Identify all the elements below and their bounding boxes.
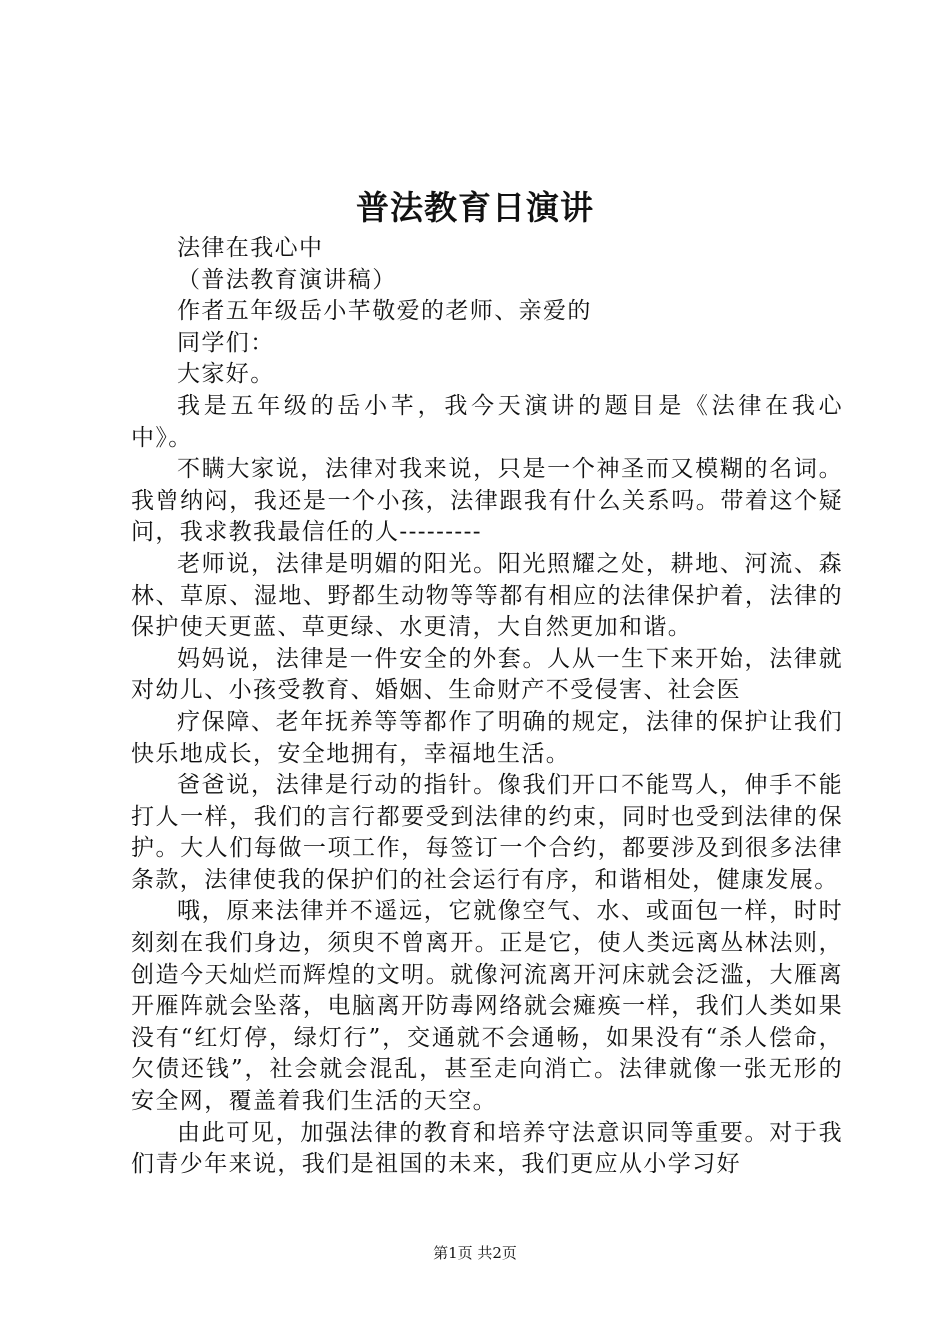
paragraph: 作者五年级岳小芊敬爱的老师、亲爱的 bbox=[177, 298, 592, 325]
paragraph: 哦，原来法律并不遥远，它就像空气、水、或面包一样，时时刻刻在我们身边，须臾不曾离开。正是它，使人类远离丛林法则，创造今天灿烂而辉煌的文明。就像河流离开河床就会泛滥，大雁离开雁阵就会坠落，电脑离开防毒网络就会瘫痪一样，我们人类如果没有“红灯停，绿灯行”，交通就不会通畅，如果没有“杀人偿命，欠债还钱”，社会就会混乱，甚至走向消亡。法律就像一张无形的安全网，覆盖着我们生活的天空。 bbox=[131, 898, 843, 1115]
page-footer: 第1页 共2页 bbox=[433, 1244, 517, 1262]
paragraph: 同学们： bbox=[177, 329, 275, 356]
paragraph: 爸爸说，法律是行动的指针。像我们开口不能骂人，伸手不能打人一样，我们的言行都要受到法律的约束，同时也受到法律的保护。大人们每做一项工作，每签订一个合约，都要涉及到很多法律条款，法律使我的保护们的社会运行有序，和谐相处，健康发展。 bbox=[131, 772, 843, 893]
paragraph: 疗保障、老年抚养等等都作了明确的规定，法律的保护让我们快乐地成长，安全地拥有，幸福地生活。 bbox=[131, 708, 843, 767]
paragraph: 我是五年级的岳小芊，我今天演讲的题目是《法律在我心中》。 bbox=[131, 392, 843, 451]
paragraph: 妈妈说，法律是一件安全的外套。人从一生下来开始，法律就对幼儿、小孩受教育、婚姻、生命财产不受侵害、社会医 bbox=[131, 645, 843, 704]
paragraph: 由此可见，加强法律的教育和培养守法意识同等重要。对于我们青少年来说，我们是祖国的未来，我们更应从小学习好 bbox=[131, 1119, 843, 1178]
paragraph: 大家好。 bbox=[177, 361, 275, 388]
paragraph: 老师说，法律是明媚的阳光。阳光照耀之处，耕地、河流、森林、草原、湿地、野都生动物等等都有相应的法律保护着，法律的保护使天更蓝、草更绿、水更清，大自然更加和谐。 bbox=[131, 550, 843, 641]
paragraph: （普法教育演讲稿） bbox=[177, 266, 397, 293]
document-body bbox=[131, 233, 843, 1181]
paragraph: 不瞒大家说，法律对我来说，只是一个神圣而又模糊的名词。我曾纳闷，我还是一个小孩，法律跟我有什么关系吗。带着这个疑问，我求教我最信任的人--------- bbox=[131, 456, 843, 546]
document-title: 普法教育日演讲 bbox=[356, 188, 594, 227]
paragraph: 法律在我心中 bbox=[177, 235, 324, 261]
